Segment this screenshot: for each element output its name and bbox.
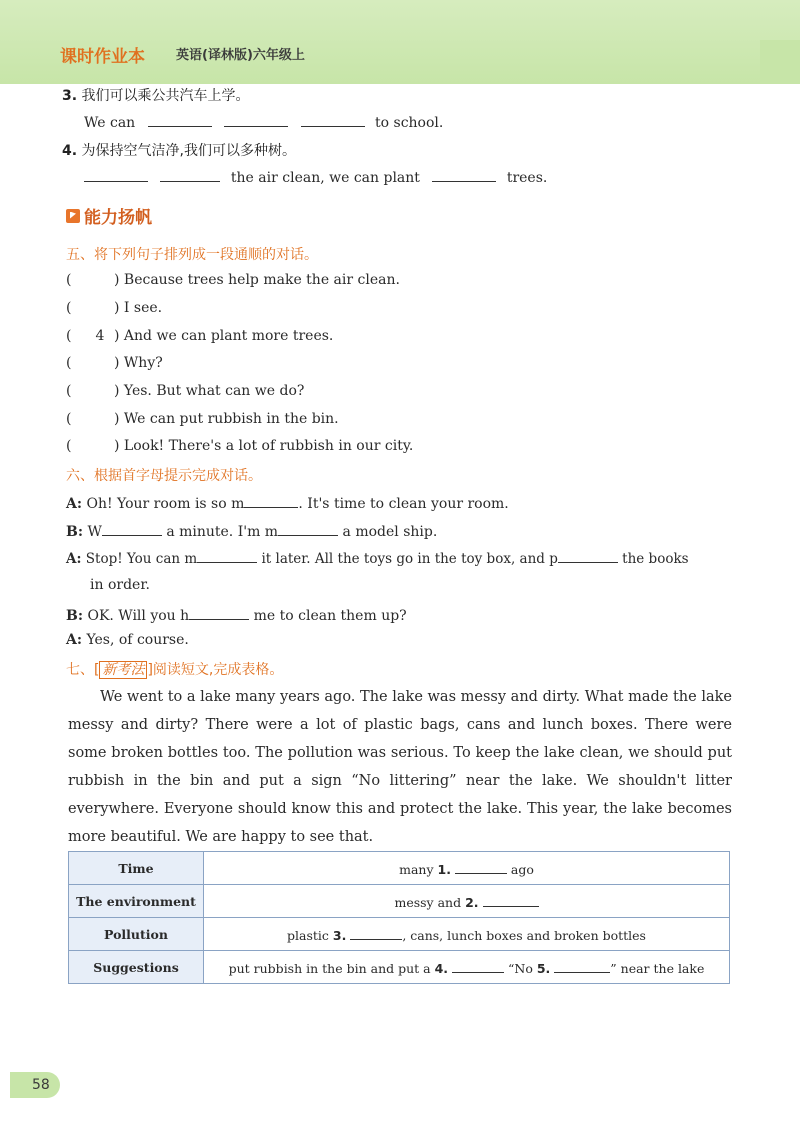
answer-blank[interactable] (189, 605, 249, 620)
dialogue-line: B: OK. Will you h me to clean them up? (66, 605, 407, 624)
answer-blank[interactable] (554, 958, 610, 973)
answer-blank[interactable] (452, 958, 504, 973)
table-row (69, 885, 730, 918)
page-header (0, 0, 800, 84)
ex7-title: 七、[ 新考法 ]阅读短文,完成表格。 (66, 662, 284, 678)
ordering-item: ( ) Because trees help make the air clean. (66, 272, 400, 288)
q3-prompt: 3. 我们可以乘公共汽车上学。 (62, 88, 250, 104)
row-label: The environment (69, 885, 204, 918)
ex6-title: 六、根据首字母提示完成对话。 (66, 468, 262, 484)
dialogue-line: A: Yes, of course. (66, 632, 189, 648)
table-row (69, 951, 730, 984)
answer-blank[interactable] (148, 112, 212, 127)
dialogue-line: A: Stop! You can m it later. All the toys go in the toy box, and p the books (66, 548, 689, 567)
row-label: Time (69, 852, 204, 885)
answer-blank[interactable] (244, 493, 298, 508)
ordering-item: ( ) Why? (66, 355, 163, 371)
ordering-item: ( ) I see. (66, 300, 163, 316)
section-title: 能力扬帆 (66, 203, 152, 228)
answer-blank[interactable] (102, 521, 162, 536)
answer-blank[interactable] (301, 112, 365, 127)
row-value: plastic 3. , cans, lunch boxes and broken bottles (204, 918, 730, 951)
answer-blank[interactable] (160, 167, 220, 182)
table-row (69, 852, 730, 885)
row-value: put rubbish in the bin and put a 4. “No 5. ” near the lake (204, 951, 730, 984)
answer-blank[interactable] (455, 859, 507, 874)
row-value: messy and 2. (204, 885, 730, 918)
row-label: Pollution (69, 918, 204, 951)
answer-blank[interactable] (432, 167, 496, 182)
q4-sentence: the air clean, we can plant trees. (84, 167, 547, 186)
ordering-item: ( ) Look! There's a lot of rubbish in our city. (66, 438, 414, 454)
answer-blank[interactable] (350, 925, 402, 940)
dialogue-line: A: Oh! Your room is so m . It's time to clean your room. (66, 493, 509, 512)
new-exam-tag: 新考法 (99, 661, 147, 679)
table-row (69, 918, 730, 951)
answer-blank[interactable] (483, 892, 539, 907)
reading-passage: We went to a lake many years ago. The lake was messy and dirty. What made the lake messy and dirty? There were a lot of plastic bags, cans and lunch boxes. There were some broken bottles too. The pollution was serious. To keep the lake clean, we should put rubbish in the bin and put a sign “No littering” near the lake. We shouldn't litter everywhere. Everyone should know this and protect the lake. This year, the lake becomes more beautiful. We are happy to see that. (68, 689, 732, 845)
answer-blank[interactable] (84, 167, 148, 182)
ordering-item: ( ) We can put rubbish in the bin. (66, 411, 339, 427)
q4-prompt: 4. 为保持空气洁净,我们可以多种树。 (62, 143, 296, 159)
book-subtitle: 英语(译林版)六年级上 (176, 48, 305, 63)
ordering-item: ( ) Yes. But what can we do? (66, 383, 305, 399)
brand-title: 课时作业本 (60, 47, 145, 67)
order-answer-box[interactable]: 4 (95, 328, 105, 344)
ordering-item: ( 4 ) And we can plant more trees. (66, 328, 334, 344)
ex5-title: 五、将下列句子排列成一段通顺的对话。 (66, 247, 318, 263)
dialogue-line-continued: in order. (90, 577, 150, 593)
answer-blank[interactable] (278, 521, 338, 536)
info-table (68, 851, 730, 984)
flag-icon (66, 209, 80, 223)
dialogue-line: B: W a minute. I'm m a model ship. (66, 521, 437, 540)
answer-blank[interactable] (197, 548, 257, 563)
answer-blank[interactable] (224, 112, 288, 127)
header-tab (760, 40, 800, 84)
page-number: 58 (10, 1072, 60, 1098)
row-label: Suggestions (69, 951, 204, 984)
answer-blank[interactable] (558, 548, 618, 563)
row-value: many 1. ago (204, 852, 730, 885)
q3-sentence: We can to school. (84, 112, 443, 131)
